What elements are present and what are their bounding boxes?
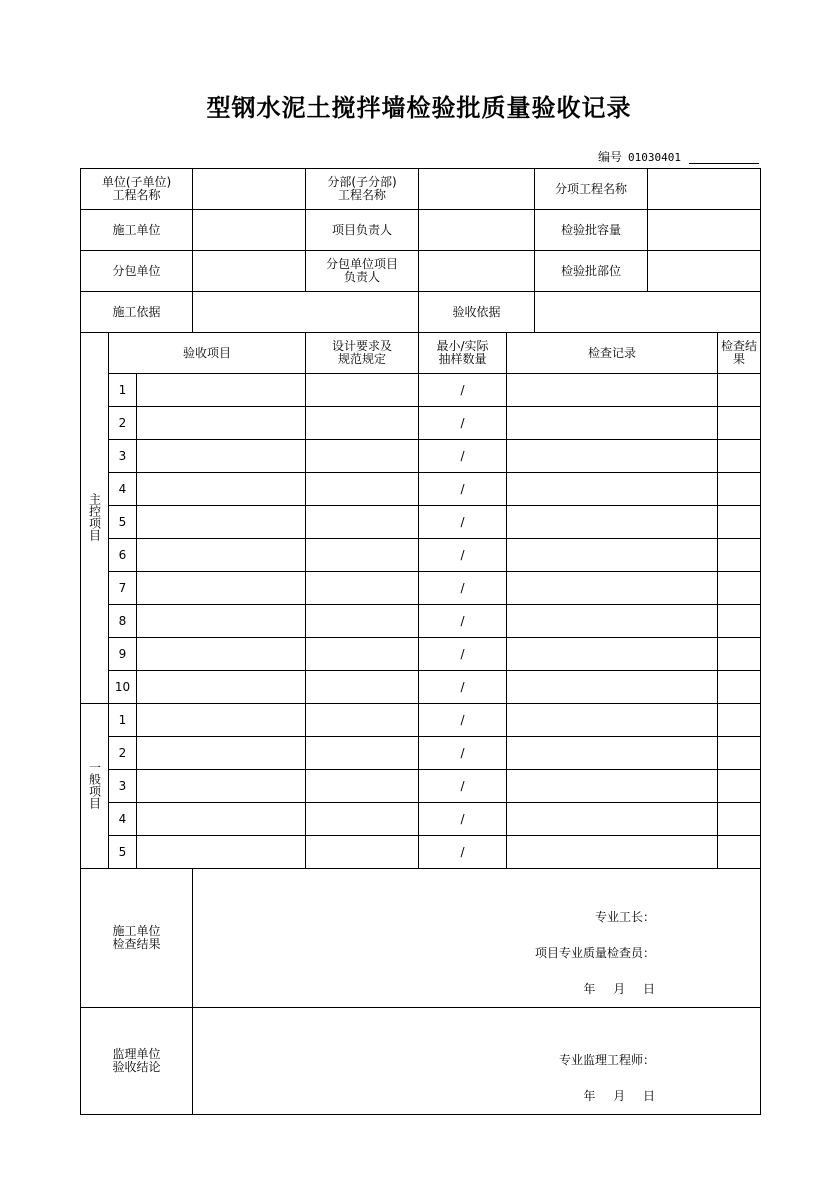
- item-cell[interactable]: [137, 539, 306, 572]
- item-cell[interactable]: [137, 671, 306, 704]
- item-cell[interactable]: [137, 440, 306, 473]
- result-cell[interactable]: [718, 836, 761, 869]
- header-row-2: [81, 210, 761, 251]
- row-number: 3: [109, 440, 137, 473]
- constr-check-row: [81, 869, 761, 1008]
- constr-check-label: 施工单位 检查结果: [81, 869, 193, 1008]
- column-header-row: [81, 333, 761, 374]
- table-row: [81, 572, 761, 605]
- record-cell[interactable]: [507, 638, 718, 671]
- row-number: 2: [109, 407, 137, 440]
- design-cell[interactable]: [306, 638, 419, 671]
- record-cell[interactable]: [507, 803, 718, 836]
- record-cell[interactable]: [507, 407, 718, 440]
- header-row-3: [81, 251, 761, 292]
- result-cell[interactable]: [718, 638, 761, 671]
- header-row-4: [81, 292, 761, 333]
- design-cell[interactable]: [306, 770, 419, 803]
- design-cell[interactable]: [306, 605, 419, 638]
- result-cell[interactable]: [718, 407, 761, 440]
- record-cell[interactable]: [507, 836, 718, 869]
- col-sample-header: 最小/实际 抽样数量: [419, 333, 507, 374]
- sample-cell[interactable]: /: [419, 572, 507, 605]
- item-cell[interactable]: [137, 638, 306, 671]
- result-cell[interactable]: [718, 671, 761, 704]
- record-cell[interactable]: [507, 374, 718, 407]
- design-cell[interactable]: [306, 836, 419, 869]
- row-number: 10: [109, 671, 137, 704]
- result-cell[interactable]: [718, 770, 761, 803]
- table-row: [81, 704, 761, 737]
- table-row: [81, 770, 761, 803]
- constr-unit-field[interactable]: [193, 210, 306, 251]
- sample-cell[interactable]: /: [419, 374, 507, 407]
- col-design-header: 设计要求及 规范规定: [306, 333, 419, 374]
- general-section: [81, 704, 761, 869]
- result-cell[interactable]: [718, 803, 761, 836]
- sample-cell[interactable]: /: [419, 440, 507, 473]
- design-cell[interactable]: [306, 407, 419, 440]
- table-row: [81, 539, 761, 572]
- sub-leader-field[interactable]: [419, 251, 535, 292]
- sub-unit-label: 分包单位: [81, 251, 193, 292]
- result-cell[interactable]: [718, 539, 761, 572]
- project-leader-field[interactable]: [419, 210, 535, 251]
- record-cell[interactable]: [507, 473, 718, 506]
- sample-cell[interactable]: /: [419, 836, 507, 869]
- supervision-field[interactable]: [193, 1008, 761, 1115]
- record-cell[interactable]: [507, 704, 718, 737]
- item-name-label: 分项工程名称: [535, 169, 648, 210]
- row-number: 7: [109, 572, 137, 605]
- item-cell[interactable]: [137, 737, 306, 770]
- header-row-1: [81, 169, 761, 210]
- row-number: 3: [109, 770, 137, 803]
- item-cell[interactable]: [137, 407, 306, 440]
- main-control-section: [81, 333, 761, 704]
- row-number: 1: [109, 374, 137, 407]
- item-cell[interactable]: [137, 374, 306, 407]
- col-result-header: 检查结果: [718, 333, 761, 374]
- record-cell[interactable]: [507, 572, 718, 605]
- constr-check-field[interactable]: [193, 869, 761, 1008]
- sub-leader-label: 分包单位项目 负责人: [306, 251, 419, 292]
- design-cell[interactable]: [306, 374, 419, 407]
- item-name-field[interactable]: [648, 169, 761, 210]
- result-cell[interactable]: [718, 704, 761, 737]
- constr-date: 年 月 日: [583, 982, 656, 996]
- table-row: [81, 836, 761, 869]
- subdiv-name-label: 分部(子分部) 工程名称: [306, 169, 419, 210]
- result-cell[interactable]: [718, 605, 761, 638]
- record-cell[interactable]: [507, 605, 718, 638]
- row-number: 4: [109, 473, 137, 506]
- constr-basis-label: 施工依据: [81, 292, 193, 333]
- design-cell[interactable]: [306, 440, 419, 473]
- record-cell[interactable]: [507, 671, 718, 704]
- sample-cell[interactable]: /: [419, 671, 507, 704]
- supervision-label: 监理单位 验收结论: [81, 1008, 193, 1115]
- sample-cell[interactable]: /: [419, 704, 507, 737]
- row-number: 5: [109, 836, 137, 869]
- constr-basis-field[interactable]: [193, 292, 419, 333]
- subdiv-name-field[interactable]: [419, 169, 535, 210]
- inspection-form: [80, 168, 761, 1115]
- sub-unit-field[interactable]: [193, 251, 306, 292]
- design-cell[interactable]: [306, 473, 419, 506]
- result-cell[interactable]: [718, 506, 761, 539]
- item-cell[interactable]: [137, 836, 306, 869]
- sample-cell[interactable]: /: [419, 737, 507, 770]
- row-number: 8: [109, 605, 137, 638]
- table-row: [81, 407, 761, 440]
- inspector-label: 项目专业质量检查员：: [535, 946, 656, 960]
- item-cell[interactable]: [137, 506, 306, 539]
- accept-basis-field[interactable]: [535, 292, 761, 333]
- sample-cell[interactable]: /: [419, 407, 507, 440]
- record-cell[interactable]: [507, 737, 718, 770]
- table-row: [81, 638, 761, 671]
- record-cell[interactable]: [507, 506, 718, 539]
- record-cell[interactable]: [507, 440, 718, 473]
- record-cell[interactable]: [507, 539, 718, 572]
- row-number: 2: [109, 737, 137, 770]
- item-cell[interactable]: [137, 803, 306, 836]
- result-cell[interactable]: [718, 440, 761, 473]
- table-row: [81, 803, 761, 836]
- item-cell[interactable]: [137, 473, 306, 506]
- sample-cell[interactable]: /: [419, 473, 507, 506]
- sample-cell[interactable]: /: [419, 539, 507, 572]
- item-cell[interactable]: [137, 704, 306, 737]
- code-underline: [689, 163, 759, 164]
- engineer-label: 专业监理工程师：: [559, 1053, 656, 1067]
- table-row: [81, 605, 761, 638]
- row-number: 9: [109, 638, 137, 671]
- batch-capacity-label: 检验批容量: [535, 210, 648, 251]
- row-number: 6: [109, 539, 137, 572]
- table-row: [81, 737, 761, 770]
- result-cell[interactable]: [718, 572, 761, 605]
- unit-name-label: 单位(子单位) 工程名称: [81, 169, 193, 210]
- table-row: [81, 671, 761, 704]
- main-control-label: 主控项目: [81, 333, 109, 704]
- batch-capacity-field[interactable]: [648, 210, 761, 251]
- result-cell[interactable]: [718, 473, 761, 506]
- page-title: 型钢水泥土搅拌墙检验批质量验收记录: [206, 94, 632, 122]
- batch-location-label: 检验批部位: [535, 251, 648, 292]
- design-cell[interactable]: [306, 704, 419, 737]
- table-row: [81, 473, 761, 506]
- design-cell[interactable]: [306, 506, 419, 539]
- table-row: [81, 506, 761, 539]
- accept-basis-label: 验收依据: [419, 292, 535, 333]
- general-label: 一般项目: [81, 704, 109, 869]
- item-cell[interactable]: [137, 572, 306, 605]
- supervision-row: [81, 1008, 761, 1115]
- result-cell[interactable]: [718, 737, 761, 770]
- sample-cell[interactable]: /: [419, 506, 507, 539]
- batch-location-field[interactable]: [648, 251, 761, 292]
- row-number: 4: [109, 803, 137, 836]
- table-row: [81, 374, 761, 407]
- unit-name-field[interactable]: [193, 169, 306, 210]
- project-leader-label: 项目负责人: [306, 210, 419, 251]
- row-number: 1: [109, 704, 137, 737]
- sample-cell[interactable]: /: [419, 605, 507, 638]
- design-cell[interactable]: [306, 539, 419, 572]
- item-cell[interactable]: [137, 770, 306, 803]
- sample-cell[interactable]: /: [419, 803, 507, 836]
- design-cell[interactable]: [306, 803, 419, 836]
- design-cell[interactable]: [306, 737, 419, 770]
- design-cell[interactable]: [306, 671, 419, 704]
- record-cell[interactable]: [507, 770, 718, 803]
- row-number: 5: [109, 506, 137, 539]
- item-cell[interactable]: [137, 605, 306, 638]
- col-record-header: 检查记录: [507, 333, 718, 374]
- col-item-header: 验收项目: [109, 333, 306, 374]
- sample-cell[interactable]: /: [419, 770, 507, 803]
- code-label: 编号: [598, 150, 623, 164]
- design-cell[interactable]: [306, 572, 419, 605]
- supervision-date: 年 月 日: [583, 1089, 656, 1103]
- record-code: [598, 148, 681, 165]
- sample-cell[interactable]: /: [419, 638, 507, 671]
- table-row: [81, 440, 761, 473]
- result-cell[interactable]: [718, 374, 761, 407]
- constr-unit-label: 施工单位: [81, 210, 193, 251]
- foreman-label: 专业工长：: [595, 910, 656, 924]
- code-value: 01030401: [628, 151, 681, 164]
